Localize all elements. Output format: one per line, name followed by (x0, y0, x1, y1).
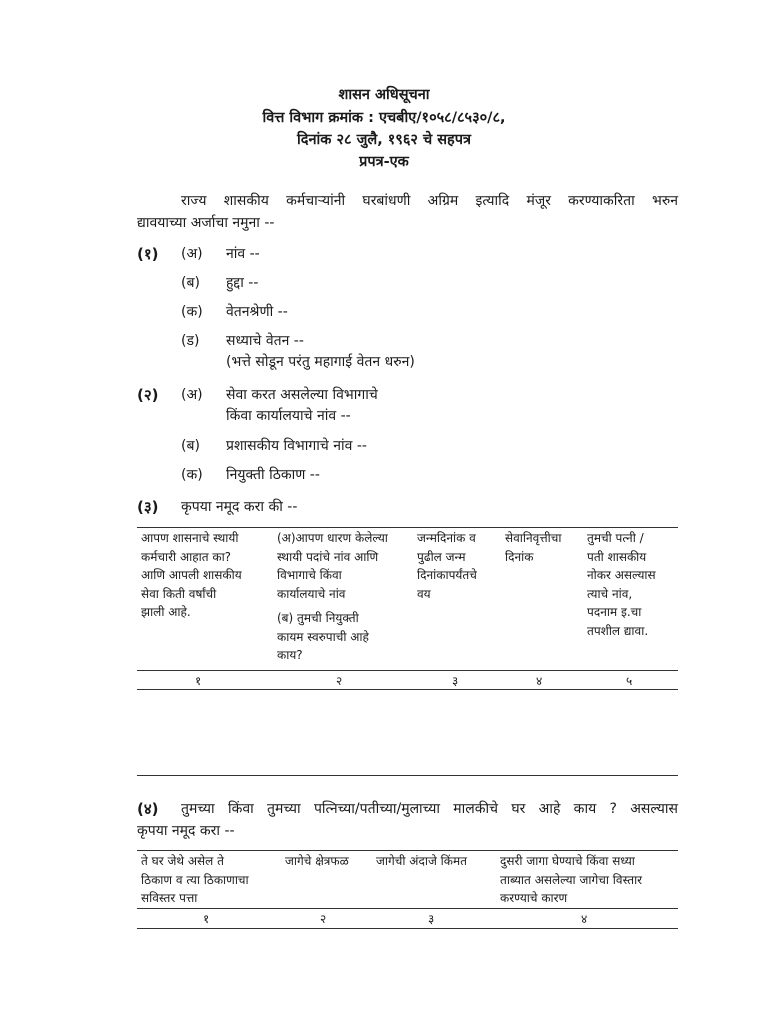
table-2-col-num-3: ३ (428, 912, 435, 926)
name-field-label: नांव -- (226, 246, 260, 262)
s2-marker-c: (क) (181, 467, 203, 483)
section-4-line-1: तुमच्या किंवा तुमच्या पत्निच्या/पतीच्या/मुलाच्या मालकीचे घर आहे काय ? असल्यास (181, 801, 678, 817)
s2-marker-b: (ब) (181, 438, 200, 454)
section-4-line-2: कृपया नमूद करा -- (137, 823, 235, 839)
table-1-bottom-rule (137, 775, 678, 776)
table-2-col-num-1: १ (203, 912, 210, 926)
table-1-col-1-header: आपण शासनाचे स्थायी कर्मचारी आहात का? आणि आपली शासकीय सेवा किती वर्षांची झाली आहे. (141, 531, 242, 619)
table-2-bottom-rule (137, 928, 678, 929)
section-4-number: (४) (137, 800, 159, 818)
table-1-col-num-5: ५ (626, 674, 633, 688)
department-field-label-cont: किंवा कार्यालयाचे नांव -- (226, 408, 351, 424)
intro-line-1: राज्य शासकीय कर्मचाऱ्यांनी घरबांधणी अग्रिम इत्यादि मंजूर करण्याकरिता भरुन (181, 193, 678, 209)
table-2-col-2-header: जागेचे क्षेत्रफळ (285, 854, 349, 868)
table-2-col-1-header: ते घर जेथे असेल ते ठिकाण व त्या ठिकाणाचा सविस्तर पत्ता (141, 854, 249, 905)
department-reference: वित्त विभाग क्रमांक : एचबीए/१०५८/८५३०/८, (262, 110, 506, 126)
s1-marker-d: (ड) (181, 333, 200, 349)
table-1-top-rule (137, 527, 678, 528)
table-1-col-num-4: ४ (536, 674, 543, 688)
section-1-number: (१) (137, 245, 159, 263)
designation-field-label: हुद्दा -- (226, 275, 259, 291)
table-1-col-4-header: सेवानिवृत्तीचा दिनांक (505, 531, 562, 564)
table-2-col-num-4: ४ (581, 912, 588, 926)
date-line: दिनांक २८ जुलै, १९६२ चे सहपत्र (297, 132, 471, 148)
table-2-header-rule (137, 908, 678, 909)
pay-scale-field-label: वेतनश्रेणी -- (226, 304, 288, 320)
table-1-col-5-header: तुमची पत्नी / पती शासकीय नोकर असल्यास त्याचे नांव, पदनाम इ.चा तपशील द्यावा. (587, 531, 656, 638)
department-field-label: सेवा करत असलेल्या विभागाचे (226, 387, 378, 403)
s1-marker-b: (ब) (181, 275, 200, 291)
table-1-number-rule (137, 689, 678, 690)
table-1-col-2-header: (अ)आपण धारण केलेल्या स्थायी पदांचे नांव आणि विभागाचे किंवा कार्यालयाचे नांव (ब) तुमची नियुक्ती कायम स्वरुपाची आहे काय? (277, 531, 388, 662)
admin-department-field-label: प्रशासकीय विभागाचे नांव -- (226, 438, 367, 454)
form-title: प्रपत्र-एक (359, 154, 409, 170)
table-2-col-4-header: दुसरी जागा घेण्याचे किंवा सध्या ताब्यात असलेल्या जागेचा विस्तार करण्याचे कारण (500, 854, 643, 905)
table-2-col-num-2: २ (320, 912, 327, 926)
s1-marker-a: (अ) (181, 246, 203, 262)
table-1-col-num-1: १ (195, 674, 202, 688)
section-3-number: (३) (137, 498, 159, 516)
section-2-number: (२) (137, 386, 159, 404)
s2-marker-a: (अ) (181, 387, 203, 403)
table-1-col-num-3: ३ (452, 674, 459, 688)
current-pay-field-label: सध्याचे वेतन -- (226, 333, 304, 349)
section-3-label: कृपया नमूद करा की -- (181, 499, 298, 515)
table-1-header-rule (137, 670, 678, 671)
s1-marker-c: (क) (181, 304, 203, 320)
intro-line-2: द्यावयाच्या अर्जाचा नमुना -- (137, 215, 275, 231)
current-pay-note: (भत्ते सोडून परंतु महागाई वेतन धरुन) (226, 354, 415, 370)
table-1-col-num-2: २ (336, 674, 343, 688)
table-1-col-3-header: जन्मदिनांक व पुढील जन्म दिनांकापर्यंतचे वय (417, 531, 477, 601)
notice-title: शासन अधिसूचना (338, 87, 430, 103)
posting-place-field-label: नियुक्ती ठिकाण -- (226, 467, 320, 483)
table-2-top-rule (137, 850, 678, 851)
table-2-col-3-header: जागेची अंदाजे किंमत (376, 854, 468, 868)
